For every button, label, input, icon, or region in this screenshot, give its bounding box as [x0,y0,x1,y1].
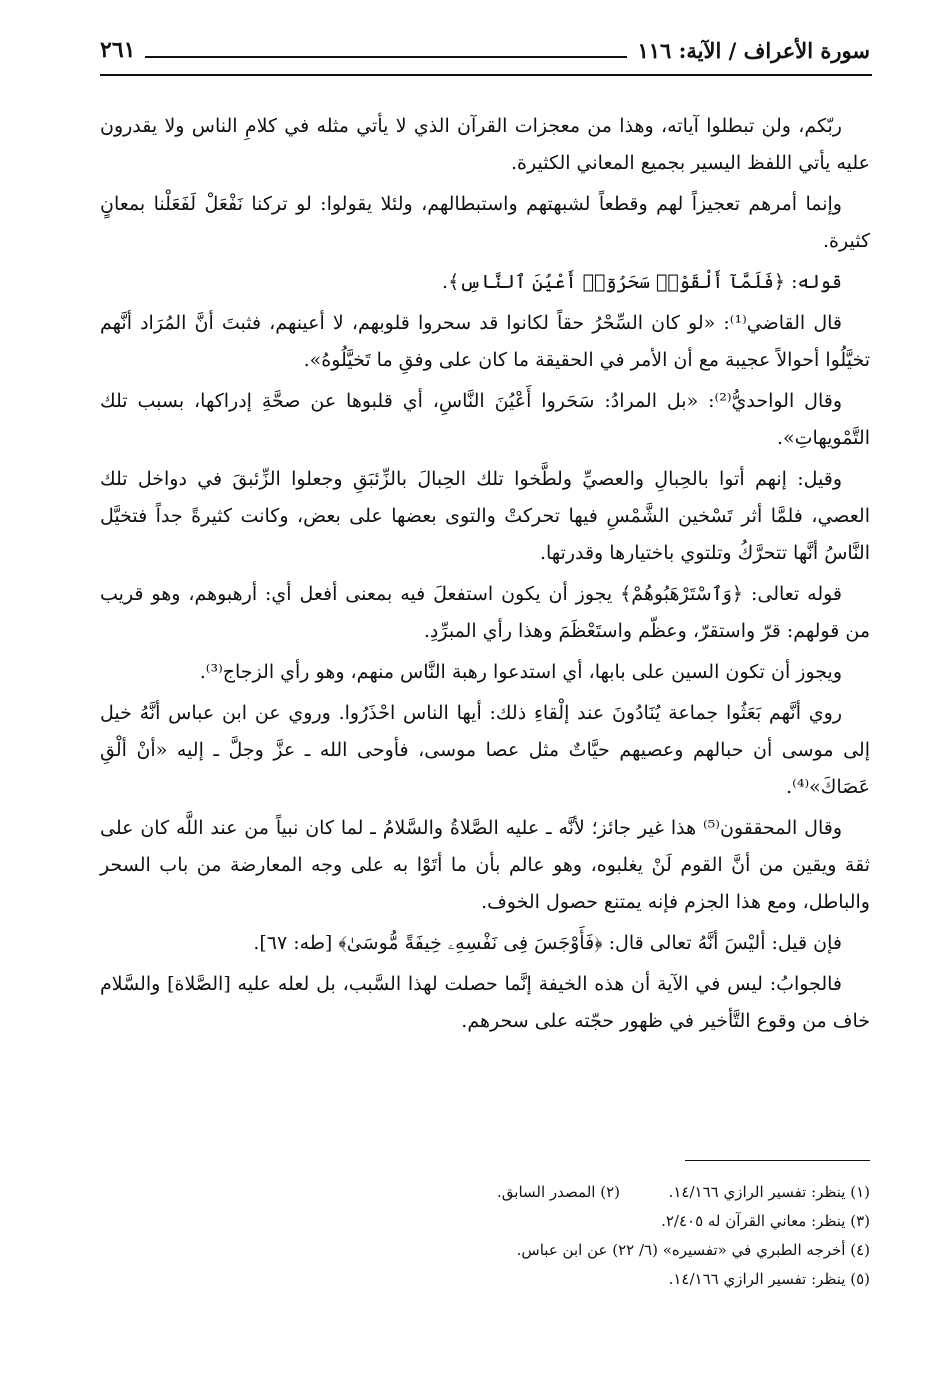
main-text [100,108,870,1044]
page-header [100,28,870,72]
paragraph: قال القاضي⁽¹⁾: «لو كان السِّحْرُ حقاً لكانوا قد سحروا قلوبهم، لا أعينهم، فثبتَ أنَّ المُرَاد أنَّهم تخيَّلُوا أحوالاً عجيبة مع أن الأمر في الحقيقة ما كان على وفقِ ما تَخيَّلُوهُ». [100,312,870,371]
footnote-separator [685,1160,870,1161]
footnote-row [100,1207,870,1236]
footnote-row [100,1236,870,1265]
paragraph: وقال المحققون⁽⁵⁾ هذا غير جائز؛ لأنَّه ـ عليه الصَّلاةُ والسَّلامُ ـ لما كان نبياً من عند اللَّه كان على ثقة ويقين من أنَّ القوم لَنْ يغلبوه، وهو عالم بأن ما أتَوْا به على وجه المعارضة من باب السحر والباطل، ومع هذا الجزم فإنه يمتنع حصول الخوف. [100,817,870,913]
paragraph: قوله: ﴿فَلَمَّآ أَلْقَوْا۟ سَحَرُوٓا۟ أَعْيُنَ ٱلنَّاسِ﴾. [442,271,842,293]
footnote: (٤) أخرجه الطبري في «تفسيره» (٦/ ٢٢) عن ابن عباس. [516,1241,870,1259]
paragraph: روي أنَّهم بَعَثُوا جماعة يُنَادُونَ عند إلْقاءِ ذلك: أيها الناس احْذَرُوا. وروي عن ابن عباس أنَّهُ خيل إلى موسى أن حبالهم وعصيهم حيَّاتٌ مثل عصا موسى، فأوحى الله ـ عزَّ وجلَّ ـ إليه «أنْ ألْقِ عَصَاكَ»⁽⁴⁾. [100,702,870,798]
footnote: (٣) ينظر: معاني القرآن له ٢/٤٠٥. [661,1212,870,1230]
header-divider [100,74,872,76]
header-rule [145,56,627,58]
footnote-row [100,1265,870,1294]
paragraph: وإنما أمرهم تعجيزاً لهم وقطعاً لشبهتهم واستبطالهم، ولئلا يقولوا: لو تركنا نَفْعَلْ لَفَعَلْنا بمعانٍ كثيرة. [100,193,870,252]
paragraph: ربّكم، ولن تبطلوا آياته، وهذا من معجزات القرآن الذي لا يأتي مثله في كلامِ الناس ولا يقدرون عليه يأتي اللفظ اليسير بجميع المعاني الكثيرة. [100,115,870,174]
paragraph: وقيل: إنهم أتوا بالحِبالِ والعصيِّ ولطَّخوا تلك الحِبالَ بالزِّئبَقِ وجعلوا الزِّئبقَ في دواخل تلك العصي، فلمَّا أثر تَسْخين الشَّمْسِ فيها تحركتْ والتوى بعضها على بعض، وكانت كثيرةً جداً فتخيَّل النَّاسُ أنَّها تتحرَّكُ وتلتوي باختيارها وقدرتها. [100,468,870,564]
paragraph: وقال الواحديُّ⁽²⁾: «بل المرادُ: سَحَروا أَعْيُنَ النَّاسِ، أي قلبوها عن صحَّةِ إدراكها، بسبب تلك التَّمْويهاتِ». [100,390,870,449]
paragraph: فإن قيل: أليْسَ أنَّهُ تعالى قال: ﴿فَأَوْجَسَ فِى نَفْسِهِۦ خِيفَةً مُّوسَىٰ﴾ [طه: ٦٧]. [253,932,842,954]
running-title: سورة الأعراف / الآية: ١١٦ [637,37,870,63]
paragraph: فالجوابُ: ليس في الآية أن هذه الخيفة إنَّما حصلت لهذا السَّبب، بل لعله عليه [الصَّلاة] والسَّلام خاف من وقوع التَّأخير في ظهور حجّته على سحرهم. [100,973,870,1032]
paragraph: قوله تعالى: ﴿وَٱسْتَرْهَبُوهُمْ﴾ يجوز أن يكون استفعلَ فيه بمعنى أفعل أي: أرهبوهم، وهو قريب من قولهم: قرّ واستقرّ، وعظّم واستَعْظَمَ وهذا رأي المبرِّدِ. [100,583,870,642]
footnote-row [100,1178,870,1207]
footnote: (٢) المصدر السابق. [497,1183,620,1201]
page-number: ٢٦١ [100,37,136,63]
paragraph: ويجوز أن تكون السين على بابها، أي استدعوا رهبة النَّاس منهم، وهو رأي الزجاج⁽³⁾. [199,661,842,683]
footnotes [100,1178,870,1294]
footnote: (٥) ينظر: تفسير الرازي ١٤/١٦٦. [668,1270,870,1288]
footnote: (١) ينظر: تفسير الرازي ١٤/١٦٦. [668,1183,870,1201]
